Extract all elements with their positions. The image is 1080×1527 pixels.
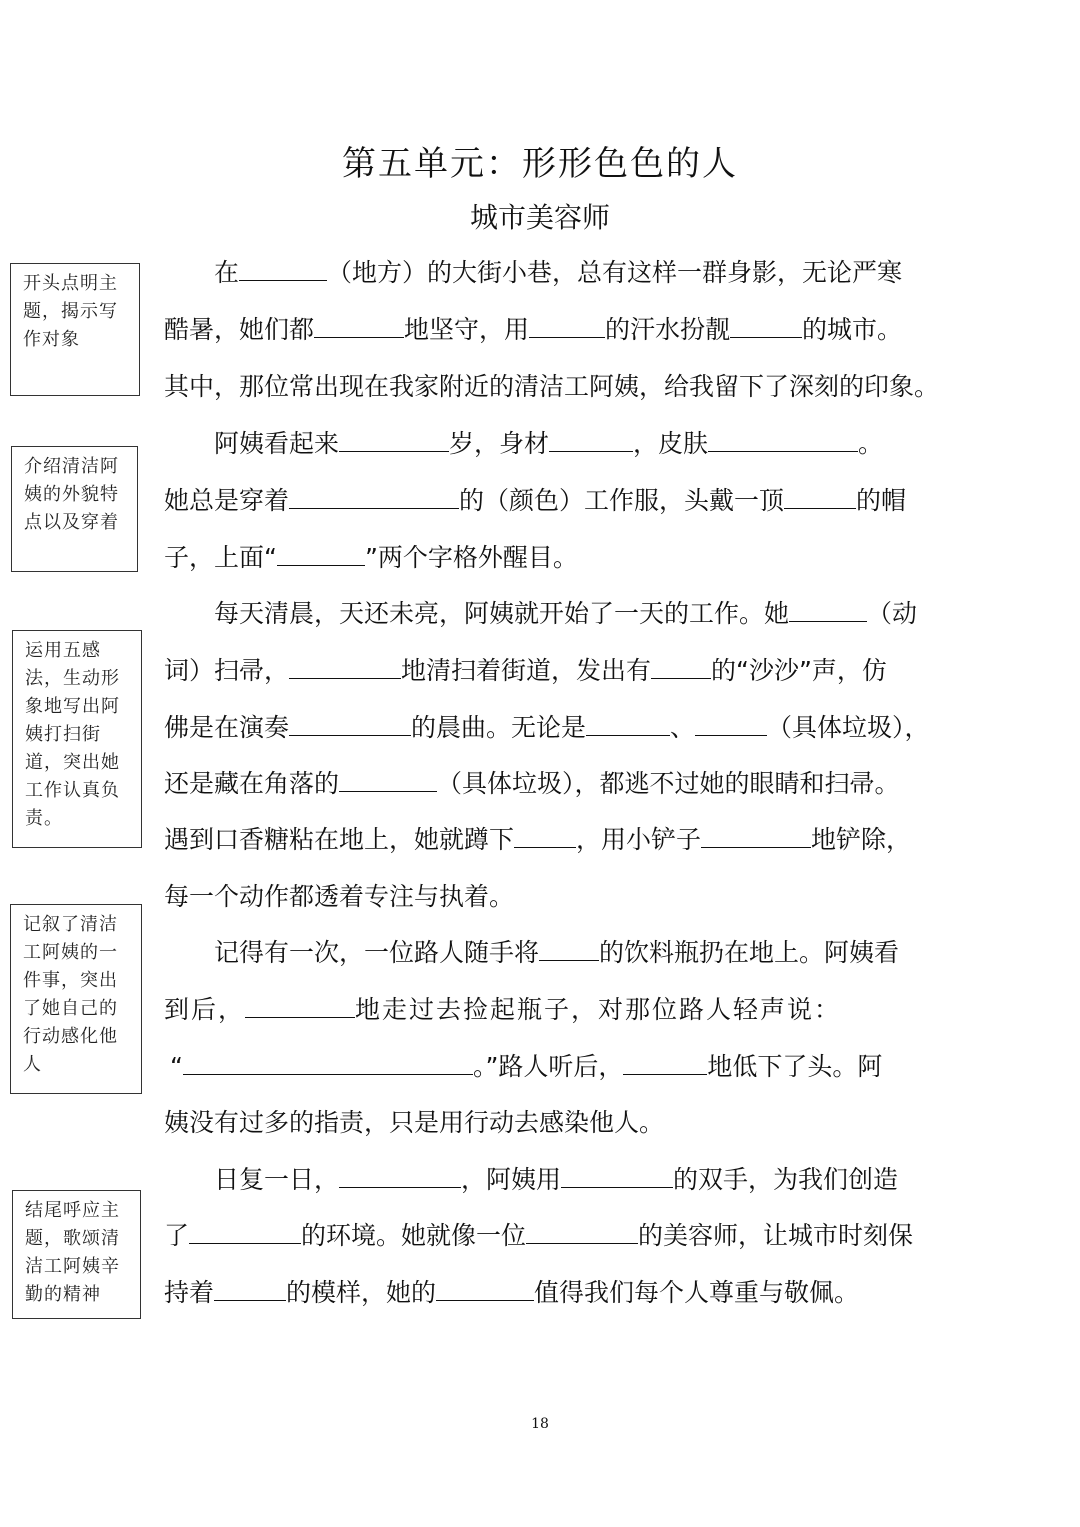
fill-blank[interactable]: [277, 539, 365, 566]
text-segment: 日复一日，: [164, 1165, 340, 1194]
text-segment: 姨没有过多的指责，只是用行动去感染他人。: [164, 1108, 665, 1137]
text-line: [164, 310, 902, 350]
text-segment: 到后，: [164, 995, 246, 1024]
text-segment: ”两个字格外醒目。: [364, 543, 578, 572]
text-line: [164, 764, 900, 804]
text-segment: 的城市。: [802, 315, 903, 344]
fill-blank[interactable]: [529, 311, 605, 338]
fill-blank[interactable]: [339, 425, 449, 452]
fill-blank[interactable]: [539, 934, 599, 961]
text-segment: 地铲除，: [811, 825, 912, 854]
text-line: [164, 1216, 913, 1256]
text-segment: ，皮肤: [633, 429, 709, 458]
text-line: [164, 1160, 898, 1200]
text-line: [164, 990, 841, 1030]
fill-blank[interactable]: [289, 709, 411, 736]
fill-blank[interactable]: [514, 821, 576, 848]
text-line: [164, 1273, 859, 1313]
text-segment: 在: [164, 258, 240, 287]
fill-blank[interactable]: [339, 1161, 461, 1188]
text-segment: “: [170, 1052, 183, 1081]
text-segment: 。”路人听后，: [472, 1052, 624, 1081]
text-line: [164, 594, 917, 634]
text-line: [164, 367, 939, 407]
fill-blank[interactable]: [436, 1274, 534, 1301]
text-line: [164, 708, 930, 748]
text-line: [164, 651, 887, 691]
text-line: [164, 820, 911, 860]
text-segment: 酷暑，她们都: [164, 315, 315, 344]
fill-blank[interactable]: [784, 482, 856, 509]
text-segment: 岁，身材: [449, 429, 550, 458]
page-number: 18: [531, 1416, 549, 1432]
fill-blank[interactable]: [586, 709, 670, 736]
text-segment: 地走过去捡起瓶子，对那位路人轻声说：: [355, 995, 842, 1024]
text-line: [164, 1103, 664, 1143]
unit-title: 第五单元：形形色色的人: [342, 144, 738, 184]
text-segment: 地清扫着街道，发出有: [401, 656, 652, 685]
text-segment: 的汗水扮靓: [605, 315, 731, 344]
text-line: [170, 1047, 882, 1087]
fill-blank[interactable]: [708, 425, 858, 452]
text-segment: （具体垃圾），: [767, 713, 930, 742]
text-segment: 、: [670, 713, 696, 742]
text-segment: 。: [858, 429, 884, 458]
text-segment: 持着: [164, 1278, 215, 1307]
text-segment: 的帽: [856, 486, 907, 515]
text-line: [164, 253, 902, 293]
text-segment: （动: [867, 599, 918, 628]
text-segment: 的（颜色）工作服，头戴一顶: [459, 486, 785, 515]
text-segment: 词）扫帚，: [164, 656, 290, 685]
text-segment: 的双手，为我们创造: [673, 1165, 899, 1194]
fill-blank[interactable]: [701, 821, 811, 848]
fill-blank[interactable]: [526, 1217, 638, 1244]
fill-blank[interactable]: [789, 595, 867, 622]
fill-blank[interactable]: [239, 254, 327, 281]
fill-blank[interactable]: [623, 1048, 707, 1075]
margin-note: 介绍清洁阿姨的外貌特点以及穿着: [11, 446, 138, 572]
text-segment: ，阿姨用: [461, 1165, 562, 1194]
text-segment: 值得我们每个人尊重与敬佩。: [534, 1278, 860, 1307]
text-segment: 的晨曲。无论是: [411, 713, 587, 742]
text-segment: 了: [164, 1221, 190, 1250]
text-segment: （地方）的大街小巷，总有这样一群身影，无论严寒: [327, 258, 903, 287]
fill-blank[interactable]: [189, 1217, 301, 1244]
fill-blank[interactable]: [214, 1274, 286, 1301]
text-segment: 其中，那位常出现在我家附近的清洁工阿姨，给我留下了深刻的印象。: [164, 372, 940, 401]
text-segment: 每一个动作都透着专注与执着。: [164, 882, 515, 911]
essay-title: 城市美容师: [469, 201, 610, 234]
fill-blank[interactable]: [561, 1161, 673, 1188]
text-segment: 的“沙沙”声，仿: [711, 656, 887, 685]
fill-blank[interactable]: [695, 709, 767, 736]
text-segment: 记得有一次，一位路人随手将: [164, 938, 540, 967]
text-segment: 佛是在演奏: [164, 713, 290, 742]
margin-note: 记叙了清洁工阿姨的一件事，突出了她自己的行动感化他人: [10, 904, 142, 1094]
text-segment: 还是藏在角落的: [164, 769, 340, 798]
fill-blank[interactable]: [245, 991, 355, 1018]
text-segment: 的模样，她的: [286, 1278, 437, 1307]
margin-note: 开头点明主题，揭示写作对象: [10, 263, 140, 396]
text-segment: 地坚守，用: [404, 315, 530, 344]
text-line: [164, 424, 883, 464]
text-segment: 遇到口香糖粘在地上，她就蹲下: [164, 825, 515, 854]
fill-blank[interactable]: [314, 311, 404, 338]
fill-blank[interactable]: [730, 311, 802, 338]
fill-blank[interactable]: [289, 482, 459, 509]
text-segment: 的环境。她就像一位: [301, 1221, 527, 1250]
text-line: [164, 933, 899, 973]
margin-note: 运用五感法，生动形象地写出阿姨打扫街道，突出她工作认真负责。: [12, 630, 142, 848]
text-segment: 的饮料瓶扔在地上。阿姨看: [599, 938, 900, 967]
text-segment: 地低下了头。阿: [707, 1052, 883, 1081]
text-segment: 的美容师，让城市时刻保: [638, 1221, 914, 1250]
text-line: [164, 481, 906, 521]
fill-blank[interactable]: [289, 652, 401, 679]
fill-blank[interactable]: [339, 765, 437, 792]
text-segment: ，用小铲子: [576, 825, 702, 854]
text-segment: 子，上面“: [164, 543, 277, 572]
text-segment: 每天清晨，天还未亮，阿姨就开始了一天的工作。她: [164, 599, 790, 628]
margin-note: 结尾呼应主题，歌颂清洁工阿姨辛勤的精神: [12, 1190, 141, 1319]
text-segment: 她总是穿着: [164, 486, 290, 515]
text-line: [164, 877, 514, 917]
fill-blank[interactable]: [549, 425, 633, 452]
text-segment: 阿姨看起来: [164, 429, 340, 458]
fill-blank[interactable]: [651, 652, 711, 679]
text-segment: （具体垃圾），都逃不过她的眼睛和扫帚。: [437, 769, 900, 798]
fill-blank[interactable]: [183, 1048, 473, 1075]
text-line: [164, 538, 578, 578]
